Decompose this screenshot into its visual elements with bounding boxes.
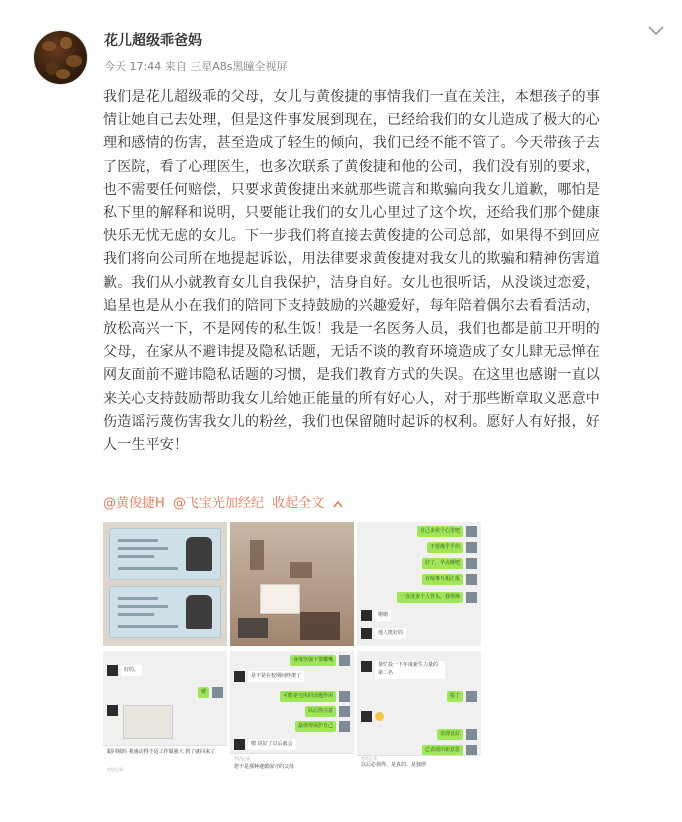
chat-footer-sub: 对话记录 [234,756,250,761]
chat-bubble: 表现良好 [437,729,463,740]
chat-bubble: 有啥事互相汇报 [422,574,463,585]
chat-footer-text: 以后必须得。是真的。是独律 [361,762,427,768]
chat-bubble: 他人挺好的 [375,628,406,639]
chevron-down-icon[interactable] [645,22,667,40]
chat-bubble: 身体坚强不要嘟嘴 [290,655,336,666]
image-thumbnail-chat[interactable] [103,651,227,775]
post-line: 追星也是从小在我们的陪同下支持鼓励的兴趣爱好，每年陪着偶尔去看看活动， [103,297,600,314]
chat-bubble: 以后得注意 [305,706,336,717]
post-line: 来关心支持鼓励帮助我女儿给她正能量的所有好心人，对于那些断章取义恶意中 [103,390,600,407]
chat-footer-text: 您不是那种遵循保守的父母 [234,764,295,770]
chat-bubble: 嗯 说好了以后就会 [248,739,296,750]
post-line: 人一生平安！ [103,437,189,454]
image-thumbnail-chat[interactable] [230,651,354,775]
post-line: 伤造谣污蔑伤害我女儿的粉丝，我们也保留随时起诉的权利。愿好人有好报，好 [103,413,600,430]
post-line: 我们将向公司所在地提起诉讼，用法律要求黄俊捷对我女儿的欺骗和精神伤害道 [103,251,600,268]
post-line: 私下里的解释和说明，只要能让我们的女儿心里过了这个坎，还给我们那个健康 [103,205,600,222]
chat-bubble: 好的。 [121,665,142,676]
chat-footer-sub: 对话记录 [107,767,123,772]
collapse-label: 收起全文 [272,496,325,511]
chat-footer-sub: 对话记录 [361,756,377,761]
image-thumbnail-chat[interactable] [357,522,481,646]
chat-bubble: 嗯 [198,687,209,698]
chat-bubble: 一直没查个人背头，我得换 [397,592,463,603]
post-line: 歉。我们从小就教育女儿自我保护，洁身自好。女儿也很听话，从没谈过恋爱， [103,274,600,291]
post-actions [103,492,348,511]
mention-link[interactable]: @飞宝光加经纪 [172,496,264,511]
post-line: 也不需要任何赔偿，只要求黄俊捷出来就那些谎言和欺骗向我女儿道歉，哪怕是 [103,181,600,198]
chat-bubble: 投了 [447,691,463,702]
post-line: 父母，在家从不避讳提及隐私话题，无话不谈的教育环境造成了女儿肆无忌惮在 [103,344,600,361]
id-card-image [109,586,221,638]
post-line: 快乐无忧无虑的女儿。下一步我们将直接去黄俊捷的公司总部，如果得不到回应 [103,228,600,245]
image-thumbnail-id-cards[interactable] [103,522,227,646]
image-thumbnail-wall[interactable] [230,522,354,646]
image-thumbnail-chat[interactable] [357,651,481,775]
id-card-image [109,528,221,580]
chat-bubble: 已表现出新意思 [422,745,463,756]
chat-bubble: 自己多伙个心里吧 [417,526,463,537]
chat-bubble: 不要像乎乎的 [427,542,463,553]
post-line: 情让她自己去处理，但是这件事发展到现在，已经给我们的女儿造成了极大的心 [103,112,600,129]
avatar[interactable] [33,30,88,85]
chat-footer-text: 跟同城吗 我感动得不适工作做强大 到了就回来了 [107,749,216,755]
post-meta: 今天 17:44 来自 三星A8s黑瞳全视屏 [104,60,288,73]
image-grid [103,522,483,822]
post-line: 我们是花儿超级乖的父母，女儿与黄俊捷的事情我们一直在关注，本想孩子的事 [103,89,600,105]
post-text [103,86,663,457]
chat-bubble: 帮忙投一下年度新生力量的第二名 [375,661,445,679]
chat-bubble: 嗯嗯 [375,610,391,621]
chat-bubble: 可能是宅所的话题作用 [280,691,336,702]
post-line: 放松高兴一下，不是网传的私生饭！我是一名医务人员，我们也都是前卫开明的 [103,321,600,338]
mention-link[interactable]: @黄俊捷H [103,496,165,511]
post-line: 网友面前不避讳隐私话题的习惯，是我们教育方式的失误。在这里也感谢一直以 [103,367,600,384]
chat-bubble: 好了，早点睡吧 [422,558,463,569]
chat-bubble: 是不是在校期间吵架了 [248,671,304,682]
post-line: 了医院，看了心理医生，也多次联系了黄俊捷和他的公司，我们没有别的要求， [103,158,600,175]
chat-bubble: 最值得保护自己 [295,721,336,732]
username[interactable]: 花儿超级乖爸妈 [104,33,202,49]
chevron-up-icon [332,499,344,509]
collapse-button[interactable] [272,496,344,511]
post-line: 理和感情的伤害，甚至造成了轻生的倾向，我们已经不能不管了。今天带孩子去 [103,135,600,152]
